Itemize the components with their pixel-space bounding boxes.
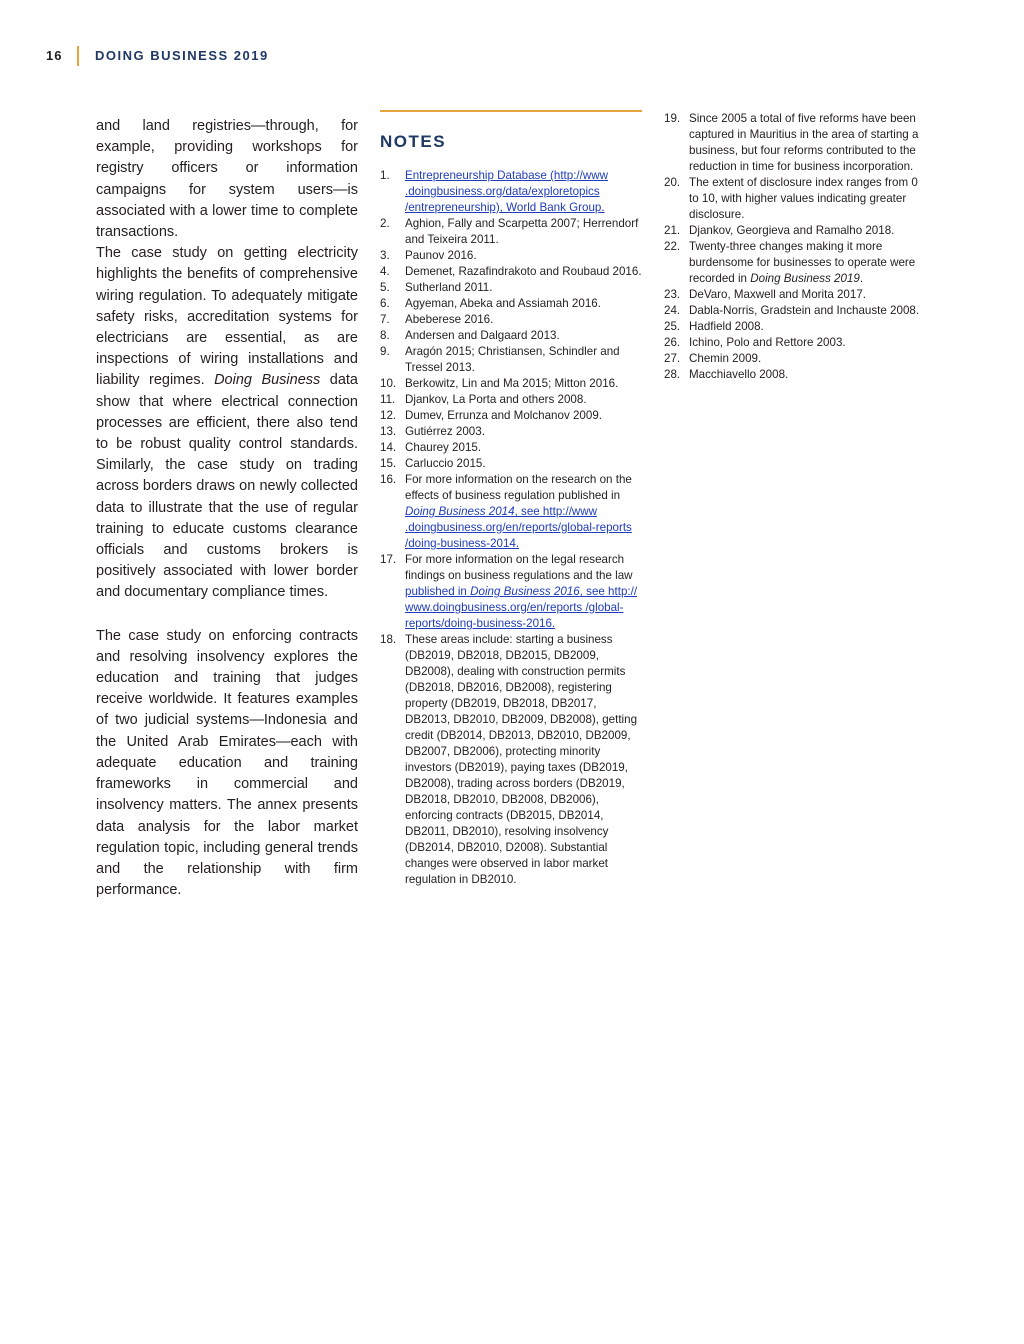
note-item: 20. The extent of disclosure index ranges from 0 to 10, with higher values indicating greater disclosure. [664,176,918,221]
notes-continued-column [664,111,920,383]
notes-heading: NOTES [380,132,447,151]
note-item: 22. Twenty-three changes making it more burdensome for businesses to operate were recorded in Doing Business 2019. [664,240,916,285]
note-item: 3. Paunov 2016. [380,249,477,262]
note-item: 27. Chemin 2009. [664,352,762,365]
body-paragraph: The case study on enforcing contracts and resolving insolvency explores the education and training that judges receive worldwide. It features examples of two judicial systems—Indonesia and the United Arab Emirates—each with adequate education and training frameworks in commercial and insolvency matters. The annex presents data analysis for the labor market regulation topic, including general trends and the relationship with firm performance. [96,627,358,899]
note-item: 2. Aghion, Fally and Scarpetta 2007; Herrendorf and Teixeira 2011. [380,217,639,246]
note-item: 25. Hadfield 2008. [664,320,764,333]
note-item: 26. Ichino, Polo and Rettore 2003. [664,336,846,349]
page-header [0,46,1024,68]
note-item: 15. Carluccio 2015. [380,457,486,470]
note-item: 9. Aragón 2015; Christiansen, Schindler and Tressel 2013. [380,345,620,374]
note-link[interactable]: published in Doing Business 2016, see http:// www.doingbusiness.org/en/reports /global-reports/doing-business-2016. [405,585,638,630]
note-item: 13. Gutiérrez 2003. [380,425,485,438]
body-text-column [96,116,358,901]
note-item: 8. Andersen and Dalgaard 2013. [380,329,560,342]
page-number: 16 [46,48,63,63]
note-link[interactable]: Doing Business 2014, see http://www .doingbusiness.org/en/reports/global-reports /doing-business-2014. [405,505,632,550]
running-title: DOING BUSINESS 2019 [95,48,269,63]
note-item: 12. Dumev, Errunza and Molchanov 2009. [380,409,602,422]
note-item: 24. Dabla-Norris, Gradstein and Inchauste 2008. [664,304,920,317]
note-item: 21. Djankov, Georgieva and Ramalho 2018. [664,224,895,237]
note-item: 11. Djankov, La Porta and others 2008. [380,393,587,406]
publication-title: Doing Business [214,372,321,389]
note-item: 17. For more information on the legal research findings on business regulations and the law published in Doing Business 2016, see http:// www.doingbusiness.org/en/reports /global-reports/doing-business-2016. [380,553,638,630]
note-link[interactable]: Entrepreneurship Database (http://www .doingbusiness.org/data/exploretopics /entrepreneurship), World Bank Group. [405,169,608,214]
note-item: 28. Macchiavello 2008. [664,368,789,381]
note-item: 6. Agyeman, Abeka and Assiamah 2016. [380,297,601,310]
note-item: 7. Abeberese 2016. [380,313,494,326]
note-item: 23. DeVaro, Maxwell and Morita 2017. [664,288,866,301]
notes-divider [380,110,642,112]
header-divider [77,46,79,66]
note-item: 10. Berkowitz, Lin and Ma 2015; Mitton 2016. [380,377,619,390]
note-item: 14. Chaurey 2015. [380,441,482,454]
note-item: 1. Entrepreneurship Database (http://www .doingbusiness.org/data/exploretopics /entrepreneurship), World Bank Group. [380,169,608,214]
note-item: 19. Since 2005 a total of five reforms have been captured in Mauritius in the area of starting a business, but four reforms contributed to the reduction in time for business incorporation. [664,112,919,173]
note-item: 4. Demenet, Razafindrakoto and Roubaud 2016. [380,265,642,278]
body-paragraph: The case study on getting electricity highlights the benefits of comprehensive wiring regulation. To adequately mitigate safety risks, accreditation systems for electricians are essential, as are inspections of wiring installations and liability regimes. Doing Business data show that where electrical connection processes are efficient, there also tend to be robust quality control standards. Similarly, the case study on trading across borders draws on newly collected data to illustrate that the use of regular training to educate customs clearance officials and customs brokers is positively associated with lower border and documentary compliance times. [96,245,358,601]
note-item: 5. Sutherland 2011. [380,281,493,294]
notes-column [380,110,642,888]
body-paragraph: and land registries—through, for example, providing workshops for registry officers or information campaigns for system users—is associated with a lower time to complete transactions. [96,118,358,241]
note-item: 16. For more information on the research on the effects of business regulation published in Doing Business 2014, see http://www .doingbusiness.org/en/reports/global-reports /doing-business-2014. [380,473,632,550]
note-item: 18. These areas include: starting a business (DB2019, DB2018, DB2015, DB2009, DB2008), dealing with construction permits (DB2018, DB2016, DB2008), registering property (DB2019, DB2018, DB2017, DB2013, DB2010, DB2009, DB2008), getting credit (DB2014, DB2013, DB2010, DB2009, DB2007, DB2006), protecting minority investors (DB2019), paying taxes (DB2019, DB2008), trading across borders (DB2019, DB2018, DB2010, DB2008, DB2006), enforcing contracts (DB2015, DB2014, DB2011, DB2010), resolving insolvency (DB2014, DB2010, D2008). Substantial changes were observed in labor market regulation in DB2010. [380,633,638,886]
notes-list [380,168,642,888]
